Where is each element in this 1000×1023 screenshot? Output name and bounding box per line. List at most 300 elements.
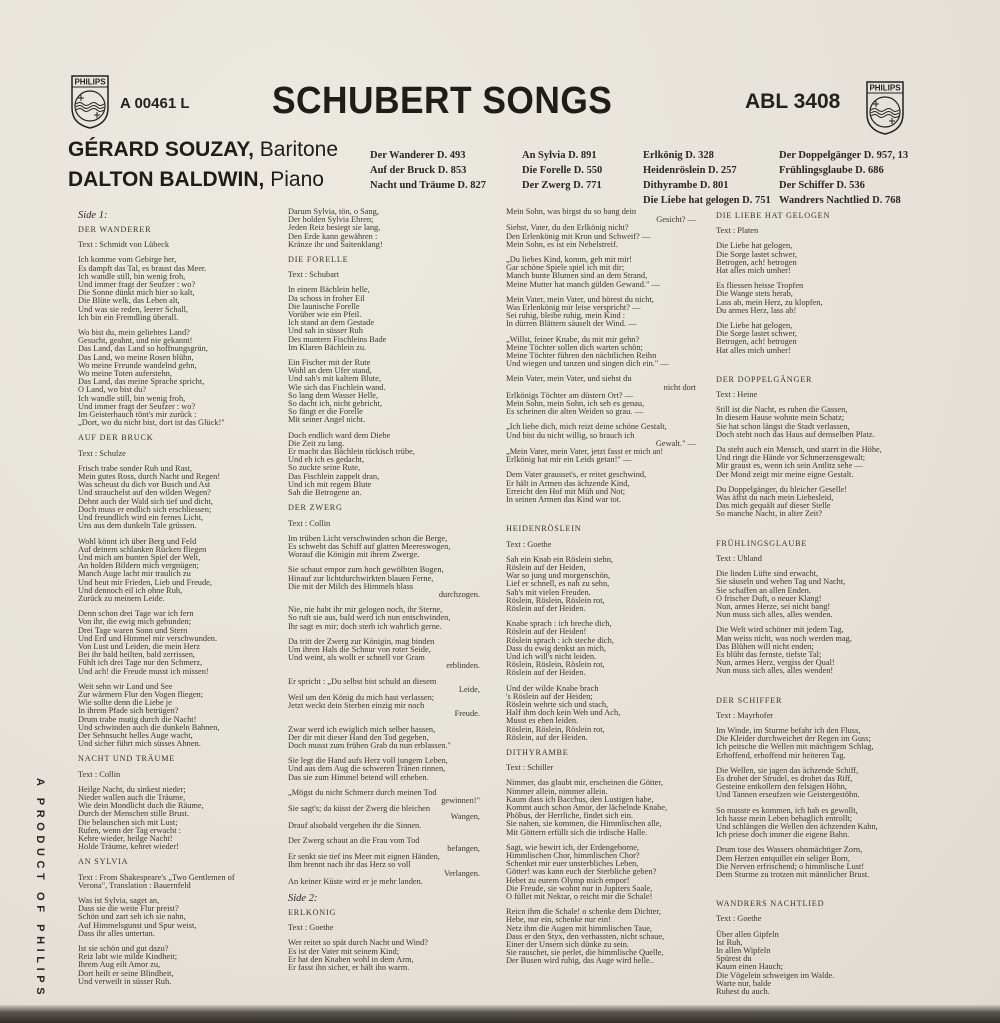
lyric-line: Vorüber wie ein Pfeil. <box>288 310 362 320</box>
lyric-line: Röslein, Röslein, Röslein rot, <box>506 595 605 605</box>
lyric-line: Worauf die Königin mit ihrem Zwerge. <box>288 550 420 560</box>
lyric-line: Du Doppelgänger, du bleicher Geselle! <box>716 484 848 494</box>
stanza <box>506 471 696 504</box>
lyric-line: Sei ruhig, bleibe ruhig, mein Kind : <box>506 311 626 321</box>
stanza <box>506 296 696 329</box>
lyricist-credit <box>78 771 235 779</box>
lyric-line: Doch steht noch das Haus auf demselben Platz. <box>716 429 875 439</box>
stanza <box>716 486 882 519</box>
credit-line: Text : Schiller <box>506 763 554 773</box>
lyric-line: Rufen, wenn der Tag erwacht : <box>78 825 181 835</box>
lyric-line: Des muntern Fischleins Bade <box>288 334 387 344</box>
lyric-line: Durch der Menschen stille Brust. <box>78 809 189 819</box>
lyric-line: Im Geisterhauch tönt's mir zurück : <box>78 410 197 420</box>
lyric-line: Sie sagt's; da küsst der Zwerg die bleichen <box>288 804 431 814</box>
lyric-line: Wie sich das Fischlein wand. <box>288 382 386 392</box>
lyric-line: Das Blühen will nicht enden; <box>716 641 814 651</box>
song-title: DER WANDERER <box>78 225 152 234</box>
lyric-line: Es scheinen die alten Weiden so grau. — <box>506 407 643 417</box>
lyric-line: Die Wange stets herab, <box>716 289 793 299</box>
stanza <box>78 538 235 604</box>
lyric-line: Dass er den Styx, den verhassten, nicht schaue, <box>506 931 665 941</box>
stanza <box>288 566 480 599</box>
lyric-line: Mit seiner Angel nicht. <box>288 415 366 425</box>
lyric-line: Es ist der Vater mit seinem Kind; <box>288 946 400 956</box>
lyric-line: Und immer fragt der Seufzer : wo? <box>78 401 196 411</box>
lyric-line: Ruhest du auch. <box>716 987 770 997</box>
lyric-line: Er spricht : „Du selbst bist schuld an diesem <box>288 676 437 686</box>
artist-role: Piano <box>270 168 324 191</box>
lyric-line: „Ich liebe dich, mich reizt deine schöne Gestalt, <box>506 422 667 432</box>
lyric-line: Die Blüte welk, das Leben alt, <box>78 296 180 306</box>
credit-line: Text : From Shakespeare's „Two Gentlemen of <box>78 872 235 882</box>
lyric-line: Auf Himmelsgunst und Spur weist, <box>78 920 197 930</box>
lyric-line: Sagt, wie bewirt ich, der Erdengeborne, <box>506 842 640 852</box>
lyric-line: „Mein Vater, mein Vater, jetzt fasst er mich an! <box>506 447 664 457</box>
line-continuation: erblinden. <box>446 661 480 671</box>
lyric-line: Auf deinem schlanken Rücken fliegen <box>78 544 207 554</box>
stanza <box>716 322 882 355</box>
lyric-line: Der dir mit dieser Hand den Tod gegeben, <box>288 732 429 742</box>
stanza <box>506 620 696 677</box>
stanza <box>288 208 480 249</box>
lyric-line: Zurück zu meinem Leide. <box>78 593 165 603</box>
lyric-line: Und ringt die Hände vor Schmerzensgewalt; <box>716 453 866 463</box>
stanza <box>716 242 882 275</box>
stanza <box>506 844 696 901</box>
lyric-line: Röslein, auf der Heiden. <box>506 732 588 742</box>
lyric-line: Die Welt wird schöner mit jedem Tag, <box>716 625 844 635</box>
catalog-number-right: ABL 3408 <box>745 90 841 113</box>
lyric-line: Das Land, das Land so hoffnungsgrün, <box>78 344 208 354</box>
line-continuation: befangen, <box>447 844 480 853</box>
lyric-line: Röslein, Röslein, Röslein rot, <box>506 724 605 734</box>
lyricist-credit <box>716 712 882 720</box>
lyric-line: Dem Vater grausset's, er reitet geschwind, <box>506 470 647 480</box>
lyric-line: Den Erlenkönig mit Kron und Schweif? — <box>506 231 651 241</box>
lyric-line: Hebet zu eurem Olymp mich empor! <box>506 875 630 885</box>
lyric-line: Und sicher führt mich süsses Ahnen. <box>78 739 201 749</box>
songlist-column-2 <box>522 148 602 193</box>
stanza <box>716 446 882 479</box>
lyric-line: Die Sorge lastet schwer, <box>716 329 797 339</box>
lyric-line: Drei Tage waren Sonn und Stern <box>78 625 188 635</box>
songlist-item: An Sylvia D. 891 <box>522 150 597 161</box>
lyric-line: Heilge Nacht, du sinkest nieder; <box>78 784 186 794</box>
lyric-line: O Land, wo bist du? <box>78 385 147 395</box>
lyric-line: Ich peitsche die Wellen mit mächtigem Schlag, <box>716 742 874 752</box>
lyric-line: Mir graust es, wenn ich sein Antlitz sehe — <box>716 461 863 471</box>
credit-line: Text : Goethe <box>506 539 552 549</box>
lyric-line: In einem Bächlein helle, <box>288 285 370 295</box>
lyric-line: Holde Träume, kehret wieder! <box>78 842 179 852</box>
lyricist-credit <box>506 541 696 549</box>
lyric-line: Dass du ewig denkst an mich, <box>506 643 607 653</box>
lyric-line: Und freundlich wird ein fernes Licht, <box>78 513 204 523</box>
artist-role: Baritone <box>259 138 338 161</box>
lyric-line: Erhoffend, erhoffend mir heiteren Tag. <box>716 750 846 760</box>
lyric-line: So lang dem Wasser Helle, <box>288 390 379 400</box>
lyric-line: Und schwinden auch die dunkeln Bahnen, <box>78 722 220 732</box>
line-continuation: durchzogen. <box>438 589 480 599</box>
lyrics-column-2 <box>288 208 480 979</box>
stanza <box>288 789 480 830</box>
lyric-line: Im Winde, im Sturme befahr ich den Fluss, <box>716 725 861 735</box>
credit-line: Text : Mayrhofer <box>716 710 774 720</box>
lyric-line: Still ist die Nacht, es ruhen die Gassen, <box>716 405 848 415</box>
stanza <box>288 606 480 631</box>
artist-baritone <box>68 138 338 162</box>
song-title: DER SCHIFFER <box>716 695 783 705</box>
lyric-line: Weil um den König du mich hast verlassen; <box>288 692 435 702</box>
lyric-line: Wo meine Toten auferstehn, <box>78 369 172 379</box>
stanza <box>716 807 882 840</box>
lyrics-column-1 <box>78 208 235 993</box>
lyric-line: Die Nerven erfrischend; o himmlische Lust! <box>716 861 865 871</box>
credit-line: Text : Heine <box>716 390 758 400</box>
lyric-line: Über allen Gipfeln <box>716 929 779 939</box>
lyric-line: Drauf alsobald vergehen ihr die Sinnen. <box>288 820 422 830</box>
line-continuation: Freude. <box>454 709 480 719</box>
lyric-line: Ihrem Aug eilt Amor zu, <box>78 960 161 970</box>
lyric-line: Siehst, Vater, du den Erlkönig nicht? <box>506 223 629 233</box>
lyric-line: Bei ihr bald heilten, bald zerrissen, <box>78 650 195 660</box>
lyric-line: Sie legt die Hand aufs Herz voll jungem Leben, <box>288 756 448 766</box>
lyric-line: In ihrem Pfade sich betrügen? <box>78 706 179 716</box>
song-title: DIE LIEBE HAT GELOGEN <box>716 211 831 220</box>
stanza <box>78 610 235 676</box>
line-continuation: Verlangen. <box>443 868 480 878</box>
lyric-line: Ihr sagt es mir; doch sterb ich wahrlich gerne. <box>288 621 442 631</box>
stanza <box>506 685 696 742</box>
lyric-line: Wo meine Freunde wandelnd gehn, <box>78 360 197 370</box>
lyric-line: O füllet mit Nektar, o reicht mir die Schale! <box>506 892 653 902</box>
lyric-line: Von Lust und Leiden, die mein Herz <box>78 641 200 651</box>
stanza <box>716 626 882 675</box>
lyric-line: Wer reitet so spät durch Nacht und Wind? <box>288 938 429 948</box>
stanza <box>716 570 882 619</box>
lyric-line: Meine Töchter führen den nächtlichen Reihn <box>506 351 657 361</box>
lyric-line: In dürren Blättern säuselt der Wind. — <box>506 319 637 329</box>
side-heading: Side 1: <box>78 210 108 221</box>
lyric-line: Netz ihm die Augen mit himmlischen Taue, <box>506 923 653 933</box>
lyric-line: Die Vögelein schweigen im Walde. <box>716 970 835 980</box>
lyric-line: Nun, armes Herze, sei nicht bang! <box>716 601 831 611</box>
lyric-line: Den Erde kann gewähren : <box>288 231 378 241</box>
songlist-item: Der Schiffer D. 536 <box>779 180 865 191</box>
artist-name: GÉRARD SOUZAY, <box>68 138 254 161</box>
stanza <box>78 683 235 749</box>
lyric-line: Mein Sohn, es ist ein Nebelstreif. <box>506 239 618 249</box>
credit-line: Text : Collin <box>78 769 121 779</box>
lyric-line: Mit Göttern erfüllt sich die irdische Halle. <box>506 827 648 837</box>
lyric-line: Gesucht, geahnt, und nie gekannt! <box>78 336 193 346</box>
lyric-line: In diesem Hause wohnte mein Schatz; <box>716 413 845 423</box>
lyric-line: Wie dein Mondlicht duch die Räume, <box>78 801 204 811</box>
lyric-line: Er fasst ihn sicher, er hält ihn warm. <box>288 963 410 973</box>
lyric-line: Röslein, Röslein, Röslein rot, <box>506 660 605 670</box>
lyric-line: Ich stand an dem Gestade <box>288 318 375 328</box>
stanza <box>288 678 480 719</box>
lyric-line: Wohl könnt ich über Berg und Feld <box>78 536 197 546</box>
lyric-line: So dacht ich, nicht gebricht, <box>288 399 382 409</box>
credit-line: Text : Schmidt von Lübeck <box>78 240 170 250</box>
song-title: AUF DER BRUCK <box>78 433 154 443</box>
lyric-line: Betrogen, ach! betrogen <box>716 337 797 347</box>
lyric-line: Drum tose des Wassers ohnmächtiger Zorn, <box>716 845 863 855</box>
lyric-line: Warte nur, balde <box>716 978 772 988</box>
stanza <box>288 939 480 972</box>
lyric-line: Da schoss in froher Eil <box>288 293 365 303</box>
lyric-line: Und verweilt in süsser Ruh. <box>78 976 172 986</box>
svg-text:PHILIPS: PHILIPS <box>869 83 901 93</box>
songlist-item: Heidenröslein D. 257 <box>643 165 737 176</box>
lyric-line: Was Erlenkönig mir leise verspricht? — <box>506 303 641 313</box>
lyric-line: Reicn ihm die Schale! o schenke dem Dichter, <box>506 907 662 917</box>
lyric-line: Mein gutes Ross, durch Nacht und Regen! <box>78 472 221 482</box>
lyric-line: Es fliessen heisse Tropfen <box>716 281 804 291</box>
lyric-line: Ihm brennt nach ihr das Herz so voll <box>288 860 411 870</box>
lyric-line: „Willst, feiner Knabe, du mit mir gehn? <box>506 334 640 344</box>
lyric-line: Da tritt der Zwerg zur Königin, mag binden <box>288 636 435 646</box>
lyric-line: In allen Wipfeln <box>716 946 771 955</box>
lyric-line: Meine Töchter sollen dich warten schön; <box>506 342 643 352</box>
lyric-line: Und ach! die Freude musst ich missen! <box>78 666 209 676</box>
stanza <box>716 846 882 879</box>
lyricist-credit <box>288 271 480 279</box>
lyricist-credit <box>506 764 696 772</box>
stanza <box>716 767 882 800</box>
stanza <box>288 286 480 352</box>
lyric-line: Nie, nie habt ihr mir gelogen noch, ihr Sterne, <box>288 605 443 615</box>
song-title: ERLKONIG <box>288 908 337 918</box>
lyric-line: Phöbus, der Herrliche, findet sich ein. <box>506 811 633 821</box>
line-continuation: Wangen, <box>450 812 480 822</box>
lyric-line: An holden Bildern mich vergnügen; <box>78 561 199 571</box>
songlist-item: Die Liebe hat gelogen D. 751 <box>643 195 771 206</box>
lyric-line: So ruft sie aus, bald werd ich nun entschwinden, <box>288 613 451 623</box>
lyric-line: Das mich gequält auf dieser Stelle <box>716 501 831 511</box>
lyric-line: Dass ihr alles untertan. <box>78 928 155 938</box>
stanza <box>716 406 882 439</box>
lyric-line: Erreicht den Hof mit Müh und Not; <box>506 486 626 496</box>
songlist-column-1 <box>370 148 486 193</box>
lyric-line: In seinen Armen das Kind war tot. <box>506 495 622 505</box>
lyric-line: Es schwebt das Schiff auf glatten Meereswogen, <box>288 541 451 551</box>
lyric-line: Und Tannen erseufzen wie Geistergestöhn. <box>716 790 860 800</box>
stanza <box>506 423 696 464</box>
lyric-line: Das Land, das meine Sprache spricht, <box>78 377 205 387</box>
lyric-line: Sie schaffen an allen Enden. <box>716 585 811 595</box>
stanza <box>288 432 480 498</box>
credit-line: Text : Goethe <box>288 923 334 933</box>
lyric-line: Sah ein Knab ein Röslein stehn, <box>506 554 613 564</box>
stanza <box>506 375 696 416</box>
lyric-line: Sie säuseln und wehen Tag und Nacht, <box>716 577 846 587</box>
lyric-line: Der Zwerg schaut an die Frau vom Tod <box>288 835 420 845</box>
lyric-line: Hebe, nur ein, schenke nur ein! <box>506 915 611 925</box>
lyric-line: Im trüben Licht verschwinden schon die Berge, <box>288 533 448 543</box>
lyric-line: Gesteine entkollern den felsigen Höhn, <box>716 782 847 792</box>
songlist-item: Erlkönig D. 328 <box>643 150 714 161</box>
lyricist-credit <box>716 555 882 563</box>
lyric-line: Reiz labt wie milde Kindheit; <box>78 952 178 962</box>
lyric-line: Und beut mir Frieden, Lieb und Freude, <box>78 577 212 587</box>
stanza <box>288 535 480 560</box>
lyric-line: Und Erd und Himmel mir verschwunden. <box>78 633 218 643</box>
lyric-line: Dem Sturme zu trotzen mit männlicher Brust. <box>716 869 870 879</box>
songlist-item: Der Zwerg D. 771 <box>522 180 602 191</box>
songlist-column-3 <box>643 148 771 208</box>
lyric-line: Dort heilt er seine Blindheit, <box>78 968 174 978</box>
stanza <box>288 757 480 782</box>
stanza <box>506 556 696 613</box>
credit-line: Text : Uhland <box>716 553 762 563</box>
songlist-item: Der Doppelgänger D. 957, 13 <box>779 150 909 161</box>
lyric-line: Dass sie die weite Flur preist? <box>78 904 179 914</box>
lyric-line: Der holden Sylvia Ehren; <box>288 215 374 225</box>
lyric-line: Und sah in süsser Ruh <box>288 326 363 336</box>
lyric-line: Kommt auch schon Amor, der lächelnde Knabe, <box>506 802 668 812</box>
lyric-line: Und schlängen die Wellen den ächzenden Kahn, <box>716 821 878 831</box>
lyric-line: Die Wellen, sie jagen das ächzende Schiff, <box>716 765 859 775</box>
stanza <box>78 256 235 322</box>
lyric-line: Kehre wieder, heilge Nacht! <box>78 834 173 843</box>
lyricist-credit <box>78 874 235 890</box>
songlist-item: Die Forelle D. 550 <box>522 165 603 176</box>
lyric-line: Half ihm doch kein Weh und Ach, <box>506 708 621 718</box>
spacer <box>506 511 696 521</box>
lyric-line: Und wiegen und tanzen und singen dich ein." — <box>506 359 669 369</box>
lyric-line: „Dort, wo du nicht bist, dort ist das Glück!" <box>78 418 225 428</box>
song-title: DITHYRAMBE <box>506 747 569 757</box>
lyric-line: Wie sollte denn die Liebe je <box>78 698 172 708</box>
lyric-line: Die Kleider durchweichet der Regen im Guss; <box>716 734 871 744</box>
stanza <box>288 837 480 886</box>
lyric-line: Kaum dass ich Bacchus, den Lustigen habe, <box>506 794 654 804</box>
lyric-line: Und ich will's nicht leiden. <box>506 651 597 661</box>
album-title: SCHUBERT SONGS <box>272 80 613 122</box>
lyric-line: Der Mond zeigt mir meine eigne Gestalt. <box>716 469 854 479</box>
lyric-line: Nimmer allein, nimmer allein. <box>506 786 608 796</box>
lyric-line: Das Land, wo meine Rosen blühn, <box>78 352 194 362</box>
lyric-line: Die belauschen sich mit Lust; <box>78 817 178 827</box>
lyric-line: Was ist Sylvia, saget an, <box>78 896 160 906</box>
lyric-line: „Du liebes Kind, komm, geh mit mir! <box>506 255 633 265</box>
lyric-line: Erlkönig hat mir ein Leids getan!" — <box>506 455 632 465</box>
vertical-credit: A PRODUCT OF PHILIPS <box>34 778 46 1000</box>
songlist-item: Auf der Bruck D. 853 <box>370 165 467 176</box>
lyric-line: Und bist du nicht willig, so brauch ich <box>506 430 635 440</box>
lyric-line: Zur wärmern Flur den Vogen fliegen; <box>78 689 204 699</box>
lyric-line: Mein Sohn, was birgst du so bang dein <box>506 207 637 216</box>
lyric-line: Und sah's mit kaltem Blute, <box>288 374 381 384</box>
lyric-line: Röslein auf der Heiden! <box>506 627 587 637</box>
stanza <box>716 282 882 315</box>
lyric-line: Er hält in Armen das ächzende Kind, <box>506 478 630 488</box>
stanza <box>78 945 235 986</box>
lyric-line: Du armes Herz, lass ab! <box>716 305 797 315</box>
lyric-line: Sie hat schon längst die Stadt verlassen, <box>716 421 850 431</box>
lyric-line: Musst es eben leiden. <box>506 716 579 726</box>
lyric-line: Fühlt ich drei Tage nur den Schmerz, <box>78 658 203 668</box>
credit-line: Text : Schulze <box>78 448 126 458</box>
philips-shield-logo-left <box>70 74 110 130</box>
lyric-line: Mein Sohn, mein Sohn, ich seh es genau, <box>506 399 645 409</box>
lyric-line: Die Liebe hat gelogen, <box>716 321 793 331</box>
lyric-line: Nun muss sich alles, alles wenden. <box>716 610 833 620</box>
lyric-line: Die Freude, sie wohnt nur in Jupiters Saale, <box>506 883 653 893</box>
song-title: DIE FORELLE <box>288 255 349 265</box>
lyric-line: So musste es kommen, ich hab es gewollt, <box>716 805 858 815</box>
lyric-line: Sie schaut empor zum hoch gewölbten Bogen, <box>288 565 444 575</box>
lyric-line: Und was sie reden, leerer Schall, <box>78 304 188 314</box>
lyric-line: Die mit der Milch des Himmels blass <box>288 581 414 591</box>
lyric-line: Betrogen, ach! betrogen <box>716 257 797 267</box>
song-title: NACHT UND TRÄUME <box>78 754 176 764</box>
lyric-line: Sie rauschet, sie perlet, die himmlische Quelle, <box>506 948 664 958</box>
line-continuation: nicht dort <box>663 382 696 392</box>
artist-piano <box>68 168 324 192</box>
lyric-line: Manch Auge lacht mir traulich zu <box>78 569 191 579</box>
song-title: FRÜHLINGSGLAUBE <box>716 538 808 548</box>
lyric-line: Gar schöne Spiele spiel ich mit dir; <box>506 263 625 273</box>
stanza <box>506 779 696 836</box>
songlist-item: Wandrers Nachtlied D. 768 <box>779 195 901 206</box>
lyric-line: Hat alles mich umher! <box>716 345 791 355</box>
stanza <box>506 908 696 965</box>
stanza <box>288 638 480 671</box>
lyric-line: Ich priese doch immer die eigene Bahn. <box>716 830 850 840</box>
credit-line: Text : Schubart <box>288 270 340 280</box>
lyric-line: Um ihren Hals die Schnur von roter Seide, <box>288 644 431 654</box>
artist-name: DALTON BALDWIN, <box>68 168 265 191</box>
lyric-line: Ein Fischer mit der Rute <box>288 358 371 368</box>
lyric-line: Da steht auch ein Mensch, und starrt in die Höhe, <box>716 445 882 455</box>
lyric-line: Die launische Forelle <box>288 301 360 311</box>
songlist-item: Frühlingsglaube D. 686 <box>779 165 884 176</box>
philips-shield-logo-right <box>865 80 905 136</box>
stanza <box>288 726 480 751</box>
lyric-line: Einer der Unsern sich dünke zu sein. <box>506 940 630 950</box>
lyric-line: Ich wandle still, bin wenig froh, <box>78 271 186 281</box>
lyric-line: Und immer fragt der Seufzer : wo? <box>78 280 196 290</box>
lyric-line: Himmlischen Chor, himmlischen Chor? <box>506 851 640 860</box>
table-edge <box>0 1005 1000 1023</box>
lyric-line: O frischer Duft, o neuer Klang! <box>716 593 822 603</box>
lyric-line: Das sie zum Himmel betend will erheben. <box>288 772 429 782</box>
lyricist-credit <box>288 520 480 528</box>
lyric-line: „Mögst du nicht Schmerz durch meinen Tod <box>288 787 437 797</box>
side-heading: Side 2: <box>288 893 318 905</box>
lyric-line: Und strauchelst auf den wilden Wegen? <box>78 488 211 498</box>
lyric-line: Frisch trabe sonder Ruh und Rast, <box>78 463 192 473</box>
svg-text:PHILIPS: PHILIPS <box>74 77 106 87</box>
lyric-line: Sah die Betrogene an. <box>288 488 362 498</box>
lyric-line: Darum Sylvia, tön, o Sang, <box>288 207 379 216</box>
lyric-line: Mein Vater, mein Vater, und hörest du nicht, <box>506 294 654 304</box>
song-title: DER ZWERG <box>288 503 343 513</box>
lyric-line: Knabe sprach : ich breche dich, <box>506 619 612 629</box>
lyric-line: Manch bunte Blumen sind an dem Strand, <box>506 271 648 281</box>
stanza <box>78 465 235 531</box>
lyric-line: 's Röslein auf der Heiden; <box>506 691 593 701</box>
lyric-line: Und eh ich es gedacht, <box>288 455 365 465</box>
lyric-line: Mein Vater, mein Vater, und siehst du <box>506 374 632 384</box>
lyric-line: Nimmer, das glaubt mir, erscheinen die Götter, <box>506 778 663 788</box>
spacer <box>716 683 882 693</box>
catalog-number-left: A 00461 L <box>120 95 190 112</box>
